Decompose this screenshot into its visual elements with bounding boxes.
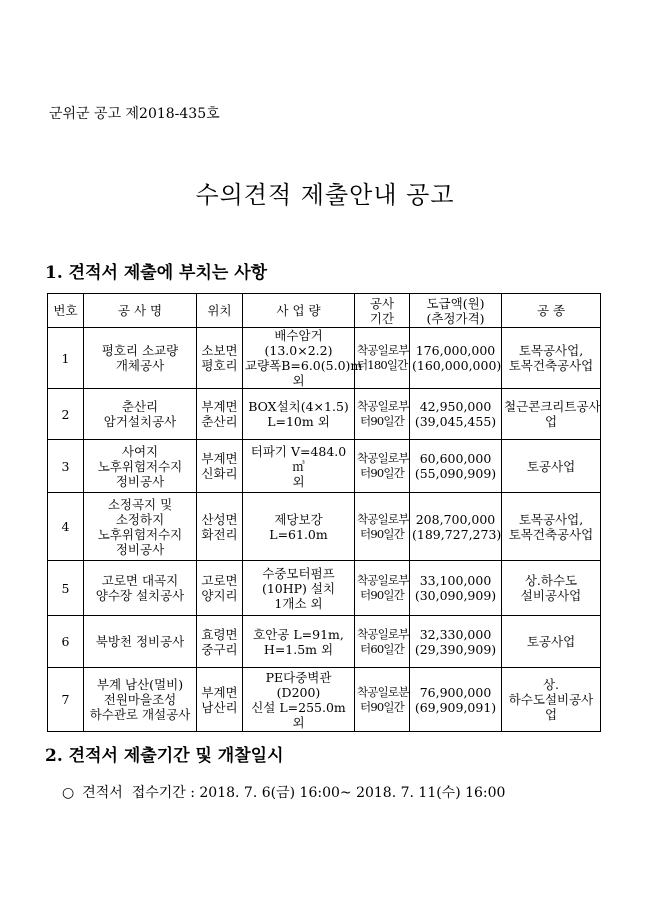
header-name: 공 사 명 <box>84 294 197 328</box>
document-title: 수의견적 제출안내 공고 <box>195 181 455 209</box>
cell-location: 산성면 화전리 <box>197 493 243 561</box>
cell-quantity: PE다중벽관(D200) 신설 L=255.0m 외 <box>243 668 355 732</box>
notice-number: 군위군 공고 제2018-435호 <box>49 106 220 122</box>
header-no: 번호 <box>48 294 84 328</box>
cell-period: 착공일로부 터180일간 <box>355 328 410 389</box>
cell-amount: 32,330,000 (29,390,909) <box>410 616 502 668</box>
cell-period: 착공일로부 터90일간 <box>355 389 410 440</box>
cell-type: 토목공사업, 토목건축공사업 <box>502 328 601 389</box>
cell-location: 고로면 양지리 <box>197 561 243 616</box>
cell-quantity: BOX설치(4×1.5) L=10m 외 <box>243 389 355 440</box>
cell-quantity: 배수암거(13.0×2.2) 교량폭B=6.0(5.0)m 외 <box>243 328 355 389</box>
cell-quantity: 터파기 V=484.0㎥ 외 <box>243 440 355 493</box>
cell-name: 사여지 노후위험저수지 정비공사 <box>84 440 197 493</box>
cell-location: 부계면 신화리 <box>197 440 243 493</box>
cell-amount: 42,950,000 (39,045,455) <box>410 389 502 440</box>
cell-amount: 33,100,000 (30,090,909) <box>410 561 502 616</box>
circle-bullet-icon: ○ <box>62 785 75 801</box>
cell-amount: 176,000,000 (160,000,000) <box>410 328 502 389</box>
submission-period-text: 견적서 접수기간 : 2018. 7. 6(금) 16:00~ 2018. 7. 11(수) 16:00 <box>82 785 506 801</box>
cell-quantity: 호안공 L=91m, H=1.5m 외 <box>243 616 355 668</box>
cell-type: 토목공사업, 토목건축공사업 <box>502 493 601 561</box>
cell-name: 부계 남산(멀비) 전원마을조성 하수관로 개설공사 <box>84 668 197 732</box>
cell-no: 2 <box>48 389 84 440</box>
cell-name: 춘산리 암거설치공사 <box>84 389 197 440</box>
header-amount: 도급액(원) (추정가격) <box>410 294 502 328</box>
cell-type: 상.하수도설비공사 업 <box>502 668 601 732</box>
cell-type: 토공사업 <box>502 616 601 668</box>
submission-period <box>62 782 505 802</box>
table-row <box>48 440 601 493</box>
cell-period: 착공일로분 터90일간 <box>355 668 410 732</box>
table-row <box>48 493 601 561</box>
table-row <box>48 616 601 668</box>
section2-title: 2. 견적서 제출기간 및 개찰일시 <box>45 746 284 766</box>
cell-no: 3 <box>48 440 84 493</box>
cell-name: 소정곡지 및 소정하지 노후위험저수지 정비공사 <box>84 493 197 561</box>
cell-no: 5 <box>48 561 84 616</box>
table-row <box>48 668 601 732</box>
cell-type: 토공사업 <box>502 440 601 493</box>
cell-amount: 208,700,000 (189,727,273) <box>410 493 502 561</box>
cell-amount: 60,600,000 (55,090,909) <box>410 440 502 493</box>
cell-amount: 76,900,000 (69,909,091) <box>410 668 502 732</box>
cell-period: 착공일로부 터90일간 <box>355 440 410 493</box>
cell-quantity: 수중모터펌프 (10HP) 설치 1개소 외 <box>243 561 355 616</box>
cell-location: 부계면 남산리 <box>197 668 243 732</box>
bid-items-table <box>47 293 601 732</box>
header-quantity: 사 업 량 <box>243 294 355 328</box>
cell-no: 1 <box>48 328 84 389</box>
cell-type: 철근콘크리트공사 업 <box>502 389 601 440</box>
cell-location: 효령면 중구리 <box>197 616 243 668</box>
cell-period: 착공일로부 터90일간 <box>355 493 410 561</box>
cell-quantity: 제당보강 L=61.0m <box>243 493 355 561</box>
cell-name: 북방천 정비공사 <box>84 616 197 668</box>
header-period: 공사 기간 <box>355 294 410 328</box>
cell-period: 착공일로부 터60일간 <box>355 616 410 668</box>
cell-no: 4 <box>48 493 84 561</box>
cell-name: 평호리 소교량 개체공사 <box>84 328 197 389</box>
header-location: 위치 <box>197 294 243 328</box>
cell-location: 소보면 평호리 <box>197 328 243 389</box>
cell-location: 부계면 춘산리 <box>197 389 243 440</box>
cell-no: 6 <box>48 616 84 668</box>
cell-name: 고로면 대곡지 양수장 설치공사 <box>84 561 197 616</box>
table-row <box>48 561 601 616</box>
cell-type: 상.하수도 설비공사업 <box>502 561 601 616</box>
cell-period: 착공일로부 터90일간 <box>355 561 410 616</box>
table-header-row <box>48 294 601 328</box>
section1-title: 1. 견적서 제출에 부치는 사항 <box>45 263 268 283</box>
table-row <box>48 389 601 440</box>
header-type: 공 종 <box>502 294 601 328</box>
cell-no: 7 <box>48 668 84 732</box>
table-row <box>48 328 601 389</box>
